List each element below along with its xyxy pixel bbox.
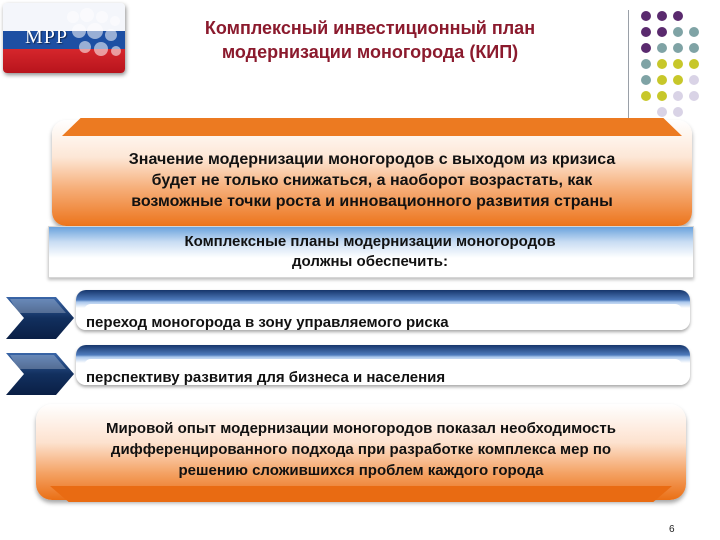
page-number: 6 <box>669 524 675 535</box>
intro-line-2: будет не только снижаться, а наоборот возрастать, как <box>151 172 593 189</box>
decorative-dot-grid <box>638 8 718 118</box>
intro-box-ribbon <box>62 118 682 136</box>
intro-line-1: Значение модернизации моногородов с выходом из кризиса <box>128 151 616 168</box>
arrow-icon <box>4 351 76 397</box>
conclusion-text <box>36 418 686 481</box>
intro-line-3: возможные точки роста и инновационного развития страны <box>131 193 613 210</box>
conclusion-line-2: дифференцированного подхода при разработке комплекса мер по <box>110 441 612 458</box>
intro-text <box>52 149 692 212</box>
list-item-label-1: переход моногорода в зону управляемого риска <box>86 314 449 331</box>
conclusion-line-3: решению сложившихся проблем каждого города <box>178 462 544 479</box>
title-line-2: модернизации моногорода (КИП) <box>221 42 519 62</box>
conclusion-box-ribbon <box>50 486 672 502</box>
mrr-logo <box>3 3 125 73</box>
divider-line <box>628 10 629 120</box>
plans-line-2: должны обеспечить: <box>292 253 448 270</box>
conclusion-line-1: Мировой опыт модернизации моногородов показал необходимость <box>106 420 616 437</box>
plans-text <box>48 232 692 272</box>
plans-line-1: Комплексные планы модернизации моногородов <box>184 233 556 250</box>
arrow-icon <box>4 295 76 341</box>
page-title <box>160 16 580 64</box>
list-item-label-2: перспективу развития для бизнеса и населения <box>86 369 446 386</box>
title-line-1: Комплексный инвестиционный план <box>204 18 536 38</box>
logo-text: МРР <box>25 26 69 48</box>
